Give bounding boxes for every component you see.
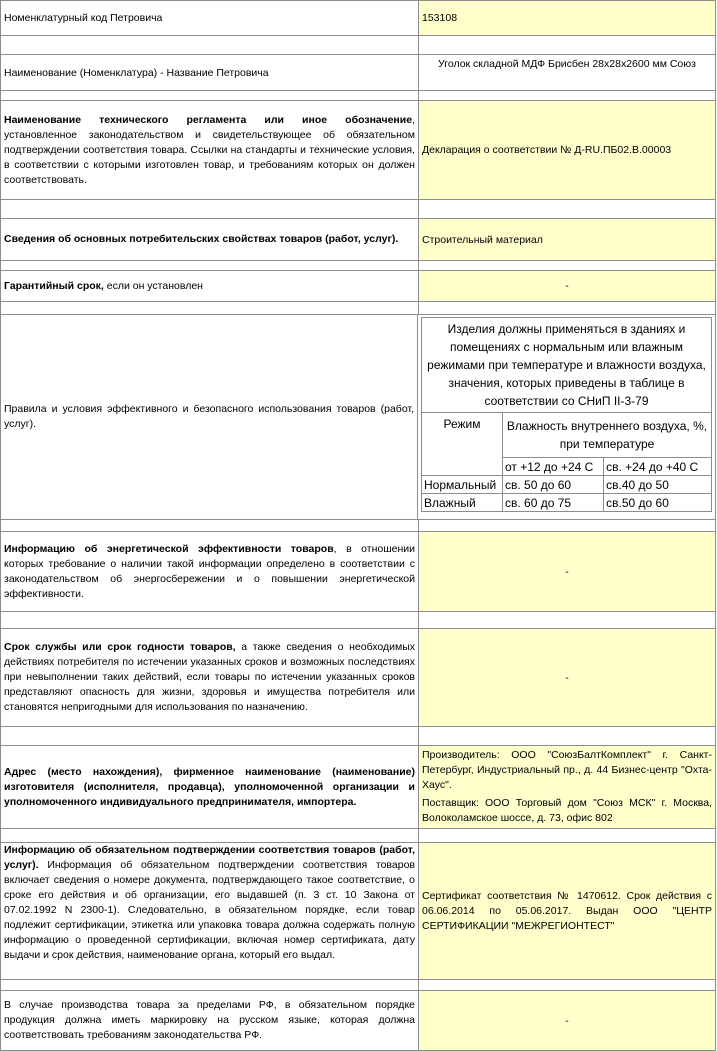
usage-value bbox=[418, 315, 716, 519]
row-spacer bbox=[0, 612, 716, 629]
certification-label: Информацию об обязательном подтверждении соответствия товаров (работ, услуг). Информация об обязательном подтверждении соответствия товаров включает сведения о номере документа, подтверждающего такое соответствие, о сроке его действия и об организации, его выдавшей (п. 3 ст. 10 Закона от 07.02.1992 N 2300-1). Следовательно, в обязательном порядке, если товар подлежит сертификации, этикетка или упаковка товара должна содержать полную информацию о проведенной сертификации, включая номер сертификата, дату выдачи и срок действия, наименование органа, который его выдал. bbox=[0, 843, 419, 979]
col-humidity-header: Влажность внутреннего воздуха, %, при температуре bbox=[503, 413, 712, 458]
lifetime-label: Срок службы или срок годности товаров, а также сведения о необходимых действиях потребителя по истечении указанных сроков и возможных последствиях при невыполнении таких действий, если товары по истечении указанных сроков представляют опасность для жизни, здоровья и имущества потребителя или становятся непригодными для использования по назначению. bbox=[0, 629, 419, 726]
row-name bbox=[0, 55, 716, 91]
lifetime-value[interactable]: - bbox=[419, 629, 716, 726]
address-label: Адрес (место нахождения), фирменное наименование (наименование) изготовителя (исполнителя, продавца), уполномоченной организации и уполномоченного индивидуального предпринимателя, импортера. bbox=[0, 746, 419, 828]
supplier-text: Поставщик: ООО Торговый дом "Союз МСК" г. Москва, Волоколамское шоссе, д. 73, офис 802 bbox=[422, 797, 712, 824]
mode-cell: Влажный bbox=[422, 494, 503, 512]
code-value[interactable]: 153108 bbox=[419, 1, 716, 35]
row-spacer bbox=[0, 302, 716, 315]
abroad-value[interactable]: - bbox=[419, 991, 716, 1050]
humidity-cell: св. 60 до 75 bbox=[503, 494, 604, 512]
warranty-label: Гарантийный срок, если он установлен bbox=[0, 271, 419, 301]
row-spacer bbox=[0, 200, 716, 219]
row-spacer bbox=[0, 36, 716, 55]
row-address bbox=[0, 746, 716, 829]
row-spacer bbox=[0, 91, 716, 101]
abroad-label: В случае производства товара за пределами РФ, в обязательном порядке продукция должна иметь маркировку на русском языке, которая должна соответствовать требованиям законодательства РФ. bbox=[0, 991, 419, 1050]
name-label: Наименование (Номенклатура) - Название Петровича bbox=[0, 55, 419, 90]
code-label: Номенклатурный код Петровича bbox=[0, 1, 419, 35]
temp-range-2: св. +24 до +40 С bbox=[604, 458, 711, 476]
row-properties bbox=[0, 219, 716, 261]
usage-label: Правила и условия эффективного и безопасного использования товаров (работ, услуг). bbox=[0, 315, 418, 519]
warranty-value[interactable]: - bbox=[419, 271, 716, 301]
row-spacer bbox=[0, 829, 716, 843]
table-row bbox=[422, 476, 711, 494]
properties-label: Сведения об основных потребительских свойствах товаров (работ, услуг). bbox=[0, 219, 419, 260]
energy-value[interactable]: - bbox=[419, 532, 716, 611]
row-spacer bbox=[0, 980, 716, 991]
row-certification bbox=[0, 843, 716, 980]
row-abroad bbox=[0, 991, 716, 1051]
row-lifetime bbox=[0, 629, 716, 727]
row-energy bbox=[0, 532, 716, 612]
energy-label: Информацию об энергетической эффективности товаров, в отношении которых требование о наличии такой информации определено в соответствии с законодательством об энергосбережении и о повышении энергетической эффективности. bbox=[0, 532, 419, 611]
name-value[interactable]: Уголок складной МДФ Брисбен 28х28х2600 мм Союз bbox=[419, 55, 716, 90]
row-spacer bbox=[0, 727, 716, 746]
climate-intro: Изделия должны применяться в зданиях и помещениях с нормальным или влажным режимами при температуре и влажности воздуха, значения, которых приведены в таблице в соответствии со СНиП II-3-79 bbox=[422, 318, 711, 413]
certification-value[interactable]: Сертификат соответствия № 1470612. Срок действия с 06.06.2014 по 05.06.2017. Выдан ООО "ЦЕНТР СЕРТИФИКАЦИИ "МЕЖРЕГИОНТЕСТ" bbox=[419, 843, 716, 979]
row-spacer bbox=[0, 261, 716, 271]
row-regulation bbox=[0, 101, 716, 200]
row-warranty bbox=[0, 271, 716, 302]
temp-range-1: от +12 до +24 С bbox=[503, 458, 604, 476]
mode-cell: Нормальный bbox=[422, 476, 503, 494]
properties-value[interactable]: Строительный материал bbox=[419, 219, 716, 260]
table-row bbox=[422, 494, 711, 512]
humidity-cell: св.40 до 50 bbox=[604, 476, 711, 494]
regulation-value[interactable]: Декларация о соответствии № Д-RU.ПБ02.В.00003 bbox=[419, 101, 716, 199]
humidity-table bbox=[422, 413, 711, 511]
col-mode-header: Режим bbox=[422, 413, 503, 476]
address-value[interactable] bbox=[419, 746, 716, 828]
climate-table bbox=[421, 317, 712, 512]
row-spacer bbox=[0, 520, 716, 532]
humidity-cell: св.50 до 60 bbox=[604, 494, 711, 512]
row-code bbox=[0, 0, 716, 36]
row-usage bbox=[0, 315, 716, 520]
producer-text: Производитель: ООО "СоюзБалтКомплект" г. Санкт-Петербург, Индустриальный пр., д. 44 Бизнес-центр "Охта-Хаус". bbox=[422, 749, 712, 791]
regulation-label: Наименование технического регламента или иное обозначение, установленное законодательством и свидетельствующее об обязательном подтверждении соответствия товара. Ссылки на стандарты и технические условия, в соответствии с которыми изготовлен товар, и требованиям которых он должен соответствовать. bbox=[0, 101, 419, 199]
humidity-cell: св. 50 до 60 bbox=[503, 476, 604, 494]
